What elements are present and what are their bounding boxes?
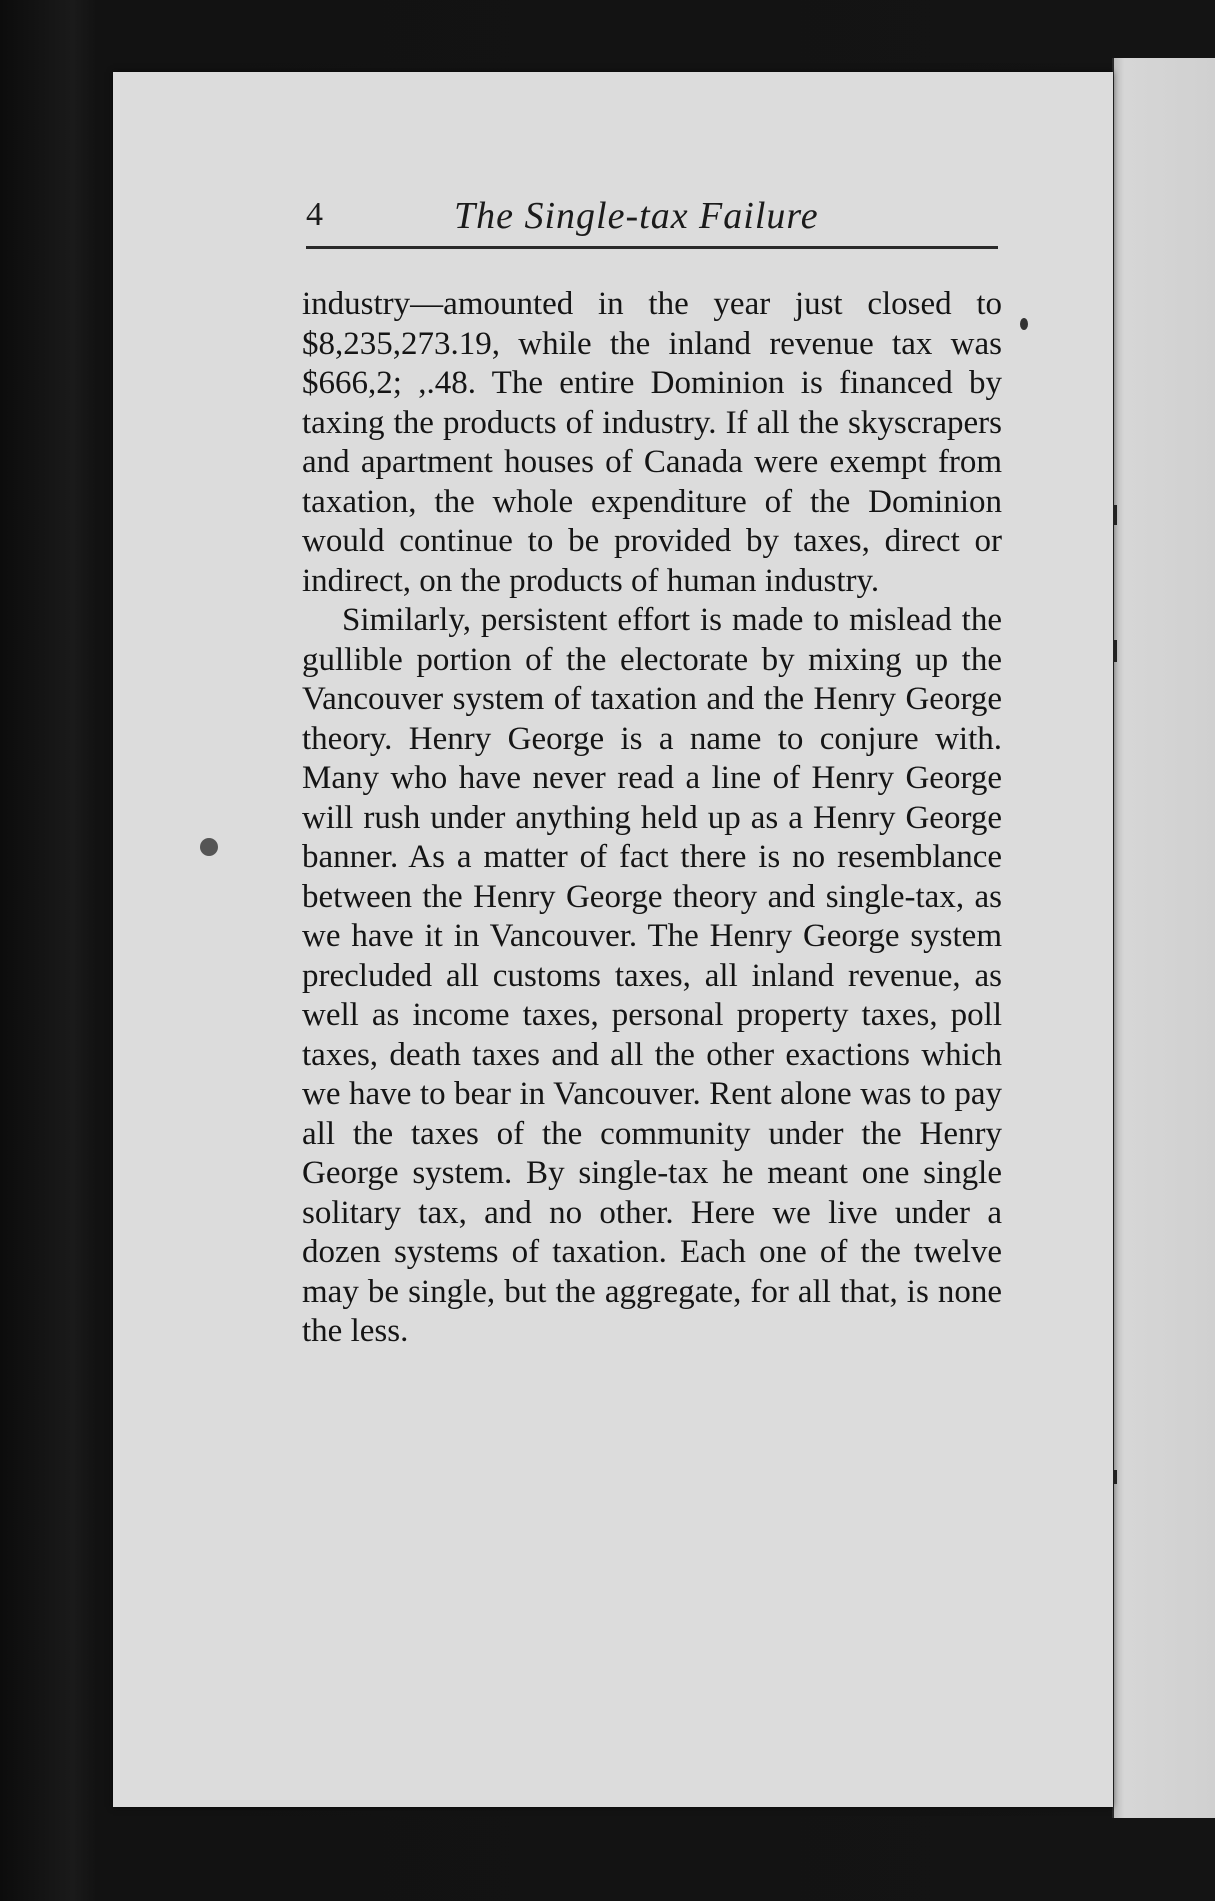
mark <box>1113 640 1117 662</box>
body-text <box>302 285 1002 1352</box>
running-title: The Single-tax Failure <box>454 195 819 237</box>
mark <box>1113 505 1117 525</box>
page-number: 4 <box>306 196 323 233</box>
mark <box>1113 1470 1117 1484</box>
paragraph: industry—amounted in the year just closed to $8,235,273.19, while the inland revenue tax was $666,2; ,.48. The entire Dominion is financed by taxing the products of industry. If all the skyscrapers and apartment houses of Canada were exempt from taxation, the whole expenditure of the Dominion would continue to be provided by taxes, direct or indirect, on the products of human industry. <box>302 286 1002 599</box>
paragraph: Similarly, persistent effort is made to mislead the gullible portion of the electorate by mixing up the Vancouver system of taxation and the Henry George theory. Henry George is a name to conjure with. Many who have never read a line of Henry George will rush under anything held up as a Henry George banner. As a matter of fact there is no resemblance between the Henry George theory and single-tax, as we have it in Vancouver. The Henry George system precluded all customs taxes, all inland revenue, as well as income taxes, personal property taxes, poll taxes, death taxes and all the other exactions which we have to bear in Vancouver. Rent alone was to pay all the taxes of the community under the Henry George system. By single-tax he meant one single solitary tax, and no other. Here we live under a dozen systems of taxation. Each one of the twelve may be single, but the aggregate, for all that, is none the less. <box>302 602 1002 1349</box>
speck <box>1020 318 1028 330</box>
header-rule <box>306 246 998 249</box>
adjacent-page-edge <box>1112 58 1215 1818</box>
speck <box>200 838 218 856</box>
page-header <box>306 196 998 244</box>
